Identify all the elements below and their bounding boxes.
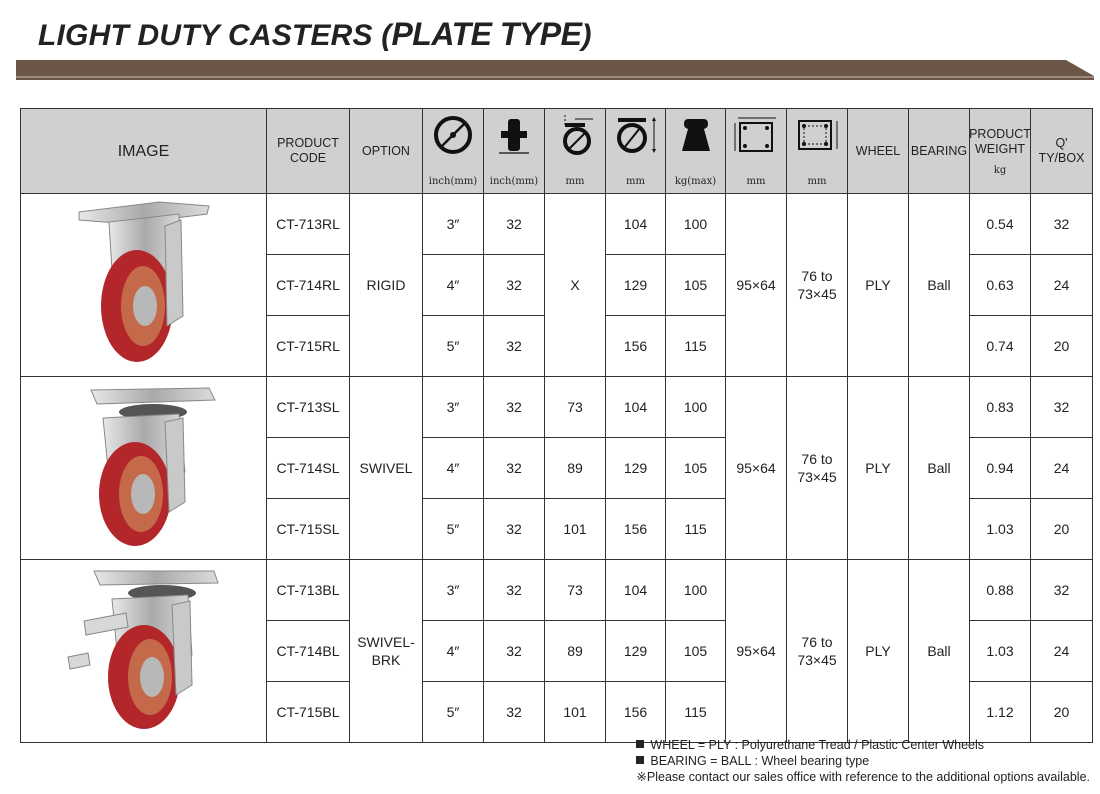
product-weight: 0.83 — [970, 377, 1031, 438]
rigid-caster-image — [69, 196, 219, 372]
note-wheel: WHEEL = PLY : Polyurethane Tread / Plastic Center Wheels — [636, 737, 1090, 753]
overall-height: 104 — [606, 377, 666, 438]
wheel-width: 32 — [484, 682, 545, 743]
header-plate-size: mm — [726, 109, 787, 194]
overall-height: 129 — [606, 621, 666, 682]
load-capacity: 100 — [666, 560, 726, 621]
overall-height: 156 — [606, 316, 666, 377]
wheel-width: 32 — [484, 194, 545, 255]
wheel-diameter-icon — [433, 115, 473, 155]
load-capacity: 100 — [666, 194, 726, 255]
table-row — [21, 377, 1093, 438]
note-contact: ※Please contact our sales office with reference to the additional options available. — [636, 770, 1090, 784]
wheel-size: 5″ — [423, 316, 484, 377]
overall-height: 104 — [606, 560, 666, 621]
plate-size: 95×64 — [726, 194, 787, 377]
bullet-square-icon — [636, 756, 644, 764]
qty-box: 24 — [1031, 438, 1093, 499]
product-weight: 0.74 — [970, 316, 1031, 377]
wheel-width: 32 — [484, 560, 545, 621]
table-row — [21, 194, 1093, 255]
header-wheel-width: inch(mm) — [484, 109, 545, 194]
qty-box: 32 — [1031, 194, 1093, 255]
load-capacity: 115 — [666, 316, 726, 377]
bolt-hole-icon — [793, 115, 841, 155]
bolt-hole: 76 to 73×45 — [787, 560, 848, 743]
footnotes — [636, 737, 1090, 785]
option-swivel: SWIVEL — [350, 377, 423, 560]
bearing-type: Ball — [909, 560, 970, 743]
product-code: CT-714SL — [267, 438, 350, 499]
page-title: LIGHT DUTY CASTERS (PLATE TYPE) — [38, 16, 592, 52]
overall-height: 156 — [606, 682, 666, 743]
product-weight: 0.63 — [970, 255, 1031, 316]
header-row — [21, 109, 1093, 194]
product-code: CT-715RL — [267, 316, 350, 377]
wheel-type: PLY — [848, 560, 909, 743]
qty-box: 32 — [1031, 377, 1093, 438]
bearing-type: Ball — [909, 377, 970, 560]
wheel-width: 32 — [484, 377, 545, 438]
swivel-brake-caster-image — [64, 565, 224, 735]
product-code: CT-713RL — [267, 194, 350, 255]
product-code: CT-715BL — [267, 682, 350, 743]
wheel-width: 32 — [484, 621, 545, 682]
header-product-code: PRODUCT CODE — [267, 109, 350, 194]
load-capacity: 105 — [666, 255, 726, 316]
wheel-size: 4″ — [423, 438, 484, 499]
wheel-width: 32 — [484, 316, 545, 377]
load-capacity: 105 — [666, 438, 726, 499]
product-code: CT-713SL — [267, 377, 350, 438]
product-code: CT-715SL — [267, 499, 350, 560]
title-bar — [16, 60, 1094, 80]
header-bearing: BEARING — [909, 109, 970, 194]
wheel-width: 32 — [484, 255, 545, 316]
header-load-capacity: kg(max) — [666, 109, 726, 194]
swivel-offset: X — [545, 194, 606, 377]
load-capacity: 100 — [666, 377, 726, 438]
product-code: CT-714BL — [267, 621, 350, 682]
overall-height: 156 — [606, 499, 666, 560]
product-code: CT-714RL — [267, 255, 350, 316]
wheel-size: 3″ — [423, 377, 484, 438]
overall-height-icon — [612, 115, 660, 155]
wheel-size: 3″ — [423, 194, 484, 255]
qty-box: 32 — [1031, 560, 1093, 621]
load-capacity: 115 — [666, 682, 726, 743]
caster-image-rigid — [21, 194, 267, 377]
swivel-offset: 73 — [545, 560, 606, 621]
qty-box: 24 — [1031, 255, 1093, 316]
qty-box: 20 — [1031, 316, 1093, 377]
wheel-type: PLY — [848, 194, 909, 377]
load-weight-icon — [676, 115, 716, 155]
note-bearing: BEARING = BALL : Wheel bearing type — [636, 753, 1090, 769]
swivel-offset: 89 — [545, 438, 606, 499]
wheel-size: 5″ — [423, 499, 484, 560]
header-option: OPTION — [350, 109, 423, 194]
bullet-square-icon — [636, 740, 644, 748]
header-overall-height: mm — [606, 109, 666, 194]
overall-height: 129 — [606, 255, 666, 316]
product-weight: 1.03 — [970, 499, 1031, 560]
wheel-width-icon — [497, 115, 531, 155]
load-capacity: 115 — [666, 499, 726, 560]
header-wheel: WHEEL — [848, 109, 909, 194]
header-bolt-hole: mm — [787, 109, 848, 194]
plate-size: 95×64 — [726, 377, 787, 560]
swivel-offset: 89 — [545, 621, 606, 682]
product-weight: 0.88 — [970, 560, 1031, 621]
header-product-weight: PRODUCT WEIGHT kg — [970, 109, 1031, 194]
wheel-width: 32 — [484, 499, 545, 560]
product-weight: 1.12 — [970, 682, 1031, 743]
header-image: IMAGE — [21, 109, 267, 194]
swivel-offset: 101 — [545, 682, 606, 743]
product-weight: 0.54 — [970, 194, 1031, 255]
wheel-type: PLY — [848, 377, 909, 560]
wheel-size: 3″ — [423, 560, 484, 621]
swivel-offset: 73 — [545, 377, 606, 438]
caster-image-swivel-brake — [21, 560, 267, 743]
product-weight: 1.03 — [970, 621, 1031, 682]
option-rigid: RIGID — [350, 194, 423, 377]
qty-box: 20 — [1031, 682, 1093, 743]
product-code: CT-713BL — [267, 560, 350, 621]
wheel-width: 32 — [484, 438, 545, 499]
bolt-hole: 76 to 73×45 — [787, 377, 848, 560]
overall-height: 129 — [606, 438, 666, 499]
header-swivel-offset: mm — [545, 109, 606, 194]
spec-table — [20, 108, 1093, 743]
plate-size-icon — [732, 115, 780, 155]
qty-box: 24 — [1031, 621, 1093, 682]
overall-height: 104 — [606, 194, 666, 255]
swivel-offset: 101 — [545, 499, 606, 560]
bearing-type: Ball — [909, 194, 970, 377]
header-qty-box: Q' TY/BOX — [1031, 109, 1093, 194]
wheel-size: 4″ — [423, 621, 484, 682]
wheel-size: 4″ — [423, 255, 484, 316]
option-swivel-brake: SWIVEL- BRK — [350, 560, 423, 743]
qty-box: 20 — [1031, 499, 1093, 560]
swivel-offset-icon — [553, 115, 597, 155]
plate-size: 95×64 — [726, 560, 787, 743]
caster-image-swivel — [21, 377, 267, 560]
wheel-size: 5″ — [423, 682, 484, 743]
swivel-caster-image — [69, 382, 219, 552]
header-wheel-size: inch(mm) — [423, 109, 484, 194]
load-capacity: 105 — [666, 621, 726, 682]
product-weight: 0.94 — [970, 438, 1031, 499]
bolt-hole: 76 to 73×45 — [787, 194, 848, 377]
table-row — [21, 560, 1093, 621]
